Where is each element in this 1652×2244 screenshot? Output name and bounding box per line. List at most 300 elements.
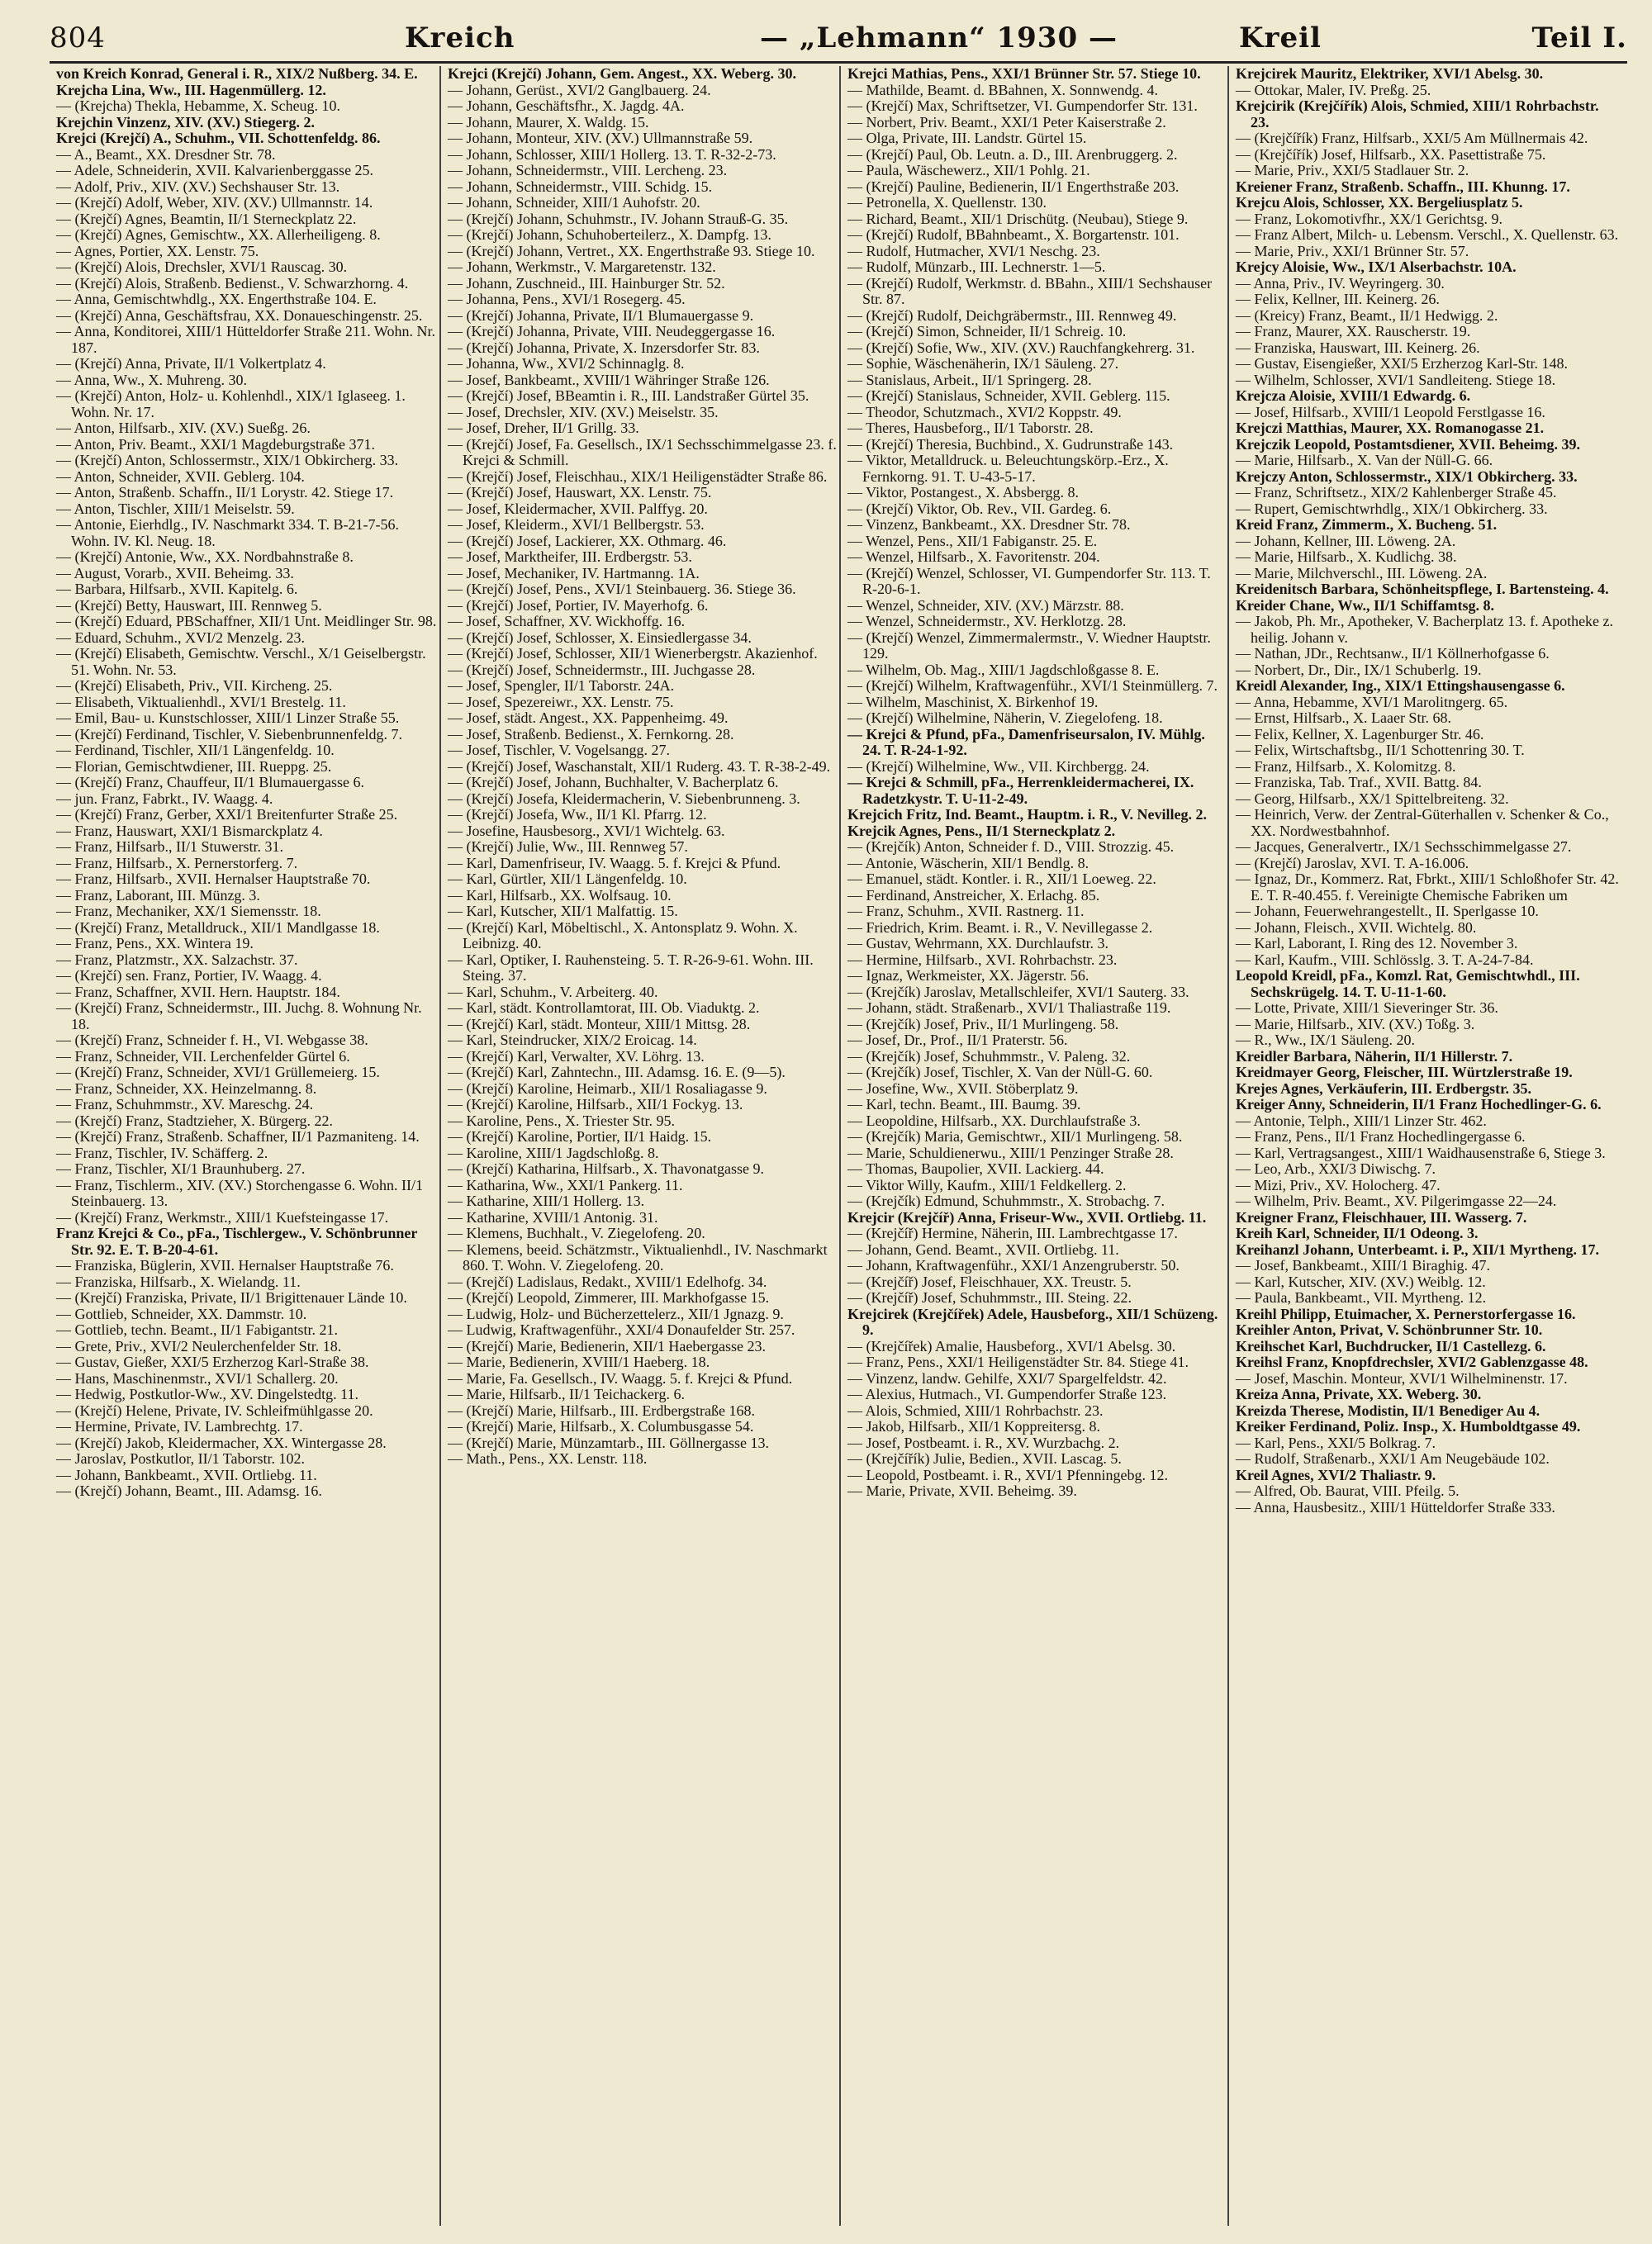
directory-entry: — Karl, städt. Kontrollamtorat, III. Ob. Viaduktg. 2. bbox=[448, 999, 760, 1016]
directory-entry: — Paula, Wäschewerz., XII/1 Pohlg. 21. bbox=[847, 162, 1090, 178]
directory-entry: Krejchin Vinzenz, XIV. (XV.) Stiegerg. 2. bbox=[56, 113, 315, 130]
directory-entry: — (Krejčí) Anna, Geschäftsfrau, XX. Donaueschingenstr. 25. bbox=[56, 306, 423, 324]
directory-entry: — Franz, Laborant, III. Münzg. 3. bbox=[56, 886, 260, 904]
directory-entry: — (Krejčí) Marie, Hilfsarb., III. Erdbergstraße 168. bbox=[448, 1402, 756, 1419]
directory-entry: — Paula, Bankbeamt., VII. Myrtheng. 12. bbox=[1236, 1289, 1487, 1306]
directory-entry: Franz Krejci & Co., pFa., Tischlergew., V. Schönbrunner Str. 92. E. T. B-20-4-61. bbox=[56, 1225, 418, 1258]
directory-entry: — Franz, Tischler, IV. Schäfferg. 2. bbox=[56, 1144, 268, 1161]
directory-entry: — (Krejčí) Franz, Werkmstr., XIII/1 Kuefsteingasse 17. bbox=[56, 1208, 389, 1226]
directory-entry: — Johann, Schneidermstr., VIII. Lercheng. 23. bbox=[448, 162, 728, 178]
directory-entry: — Karl, Steindrucker, XIX/2 Eroicag. 14. bbox=[448, 1032, 697, 1048]
directory-entry: Kreidenitsch Barbara, Schönheitspflege, I. Bartensteing. 4. bbox=[1236, 581, 1609, 597]
directory-entry: — (Krejčí) Alois, Drechsler, XVI/1 Rauscag. 30. bbox=[56, 259, 348, 275]
directory-entry: — Heinrich, Verw. der Zentral-Güterhallen v. Schenker & Co., XX. Nordwestbahnhof. bbox=[1236, 806, 1609, 839]
directory-entry: Krejcich Fritz, Ind. Beamt., Hauptm. i. R., V. Nevilleg. 2. bbox=[847, 806, 1207, 823]
directory-entry: — Rudolf, Münzarb., III. Lechnerstr. 1—5. bbox=[847, 259, 1106, 275]
directory-entry: — Josef, Straßenb. Bedienst., X. Fernkorng. 28. bbox=[448, 725, 734, 742]
directory-entry: — Krejci & Pfund, pFa., Damenfriseursalon, IV. Mühlg. 24. T. R-24-1-92. bbox=[847, 725, 1205, 758]
directory-entry: — Johann, Maurer, X. Waldg. 15. bbox=[448, 113, 649, 130]
directory-entry: — Marie, Hilfsarb., X. Van der Nüll-G. 66. bbox=[1236, 452, 1493, 468]
directory-entry: — (Krejčí) Rudolf, Werkmstr. d. BBahn., XIII/1 Sechshauser Str. 87. bbox=[847, 274, 1213, 307]
directory-entry: — (Krejčí) Johann, Beamt., III. Adamsg. 16. bbox=[56, 1483, 322, 1499]
directory-entry: — Agnes, Portier, XX. Lenstr. 75. bbox=[56, 242, 259, 259]
directory-entry: Kreihsl Franz, Knopfdrechsler, XVI/2 Gablenzgasse 48. bbox=[1236, 1354, 1588, 1370]
directory-entry: — Marie, Hilfsarb., X. Kudlichg. 38. bbox=[1236, 548, 1457, 565]
directory-entry: — Barbara, Hilfsarb., XVII. Kapitelg. 6. bbox=[56, 581, 298, 597]
directory-entry: — Florian, Gemischtwdiener, III. Rueppg. 25. bbox=[56, 757, 332, 775]
directory-entry: Kreidler Barbara, Näherin, II/1 Hillerstr. 7. bbox=[1236, 1047, 1513, 1065]
directory-entry: — (Krejčí) Antonie, Ww., XX. Nordbahnstraße 8. bbox=[56, 548, 354, 565]
directory-entry: — (Krejčí) Franz, Schneidermstr., III. Juchg. 8. Wohnung Nr. 18. bbox=[56, 999, 422, 1032]
directory-entry: — (Krejčík) Jaroslav, Metallschleifer, XVI/1 Sauterg. 33. bbox=[847, 983, 1189, 1000]
directory-entry: — (Krejčí) Stanislaus, Schneider, XVII. Geblerg. 115. bbox=[847, 387, 1170, 404]
directory-entry: — Lotte, Private, XIII/1 Sieveringer Str. 36. bbox=[1236, 999, 1498, 1016]
directory-entry: — Katharine, XVIII/1 Antonig. 31. bbox=[448, 1208, 658, 1226]
directory-entry: Kreidmayer Georg, Fleischer, III. Würtzlerstraße 19. bbox=[1236, 1064, 1573, 1080]
directory-entry: — Leo, Arb., XXI/3 Diwischg. 7. bbox=[1236, 1160, 1436, 1177]
directory-entry: — Franziska, Tab. Traf., XVII. Battg. 84. bbox=[1236, 774, 1482, 790]
directory-entry: Kreizda Therese, Modistin, II/1 Benediger Au 4. bbox=[1236, 1402, 1540, 1419]
directory-entry: — (Krejčí) Josef, Pens., XVI/1 Steinbauerg. 36. Stiege 36. bbox=[448, 581, 796, 597]
directory-entry: Kreiener Franz, Straßenb. Schaffn., III. Khunng. 17. bbox=[1236, 178, 1570, 195]
directory-entry: — (Krejčí) Johann, Vertret., XX. Engerthstraße 93. Stiege 10. bbox=[448, 242, 815, 259]
directory-entry: — Antonie, Wäscherin, XII/1 Bendlg. 8. bbox=[847, 854, 1089, 871]
directory-entry: — (Krejčí) Karoline, Hilfsarb., XII/1 Fockyg. 13. bbox=[448, 1096, 743, 1113]
directory-entry: — Josef, Bankbeamt., XVIII/1 Währinger Straße 126. bbox=[448, 371, 770, 388]
directory-entry: Krejcha Lina, Ww., III. Hagenmüllerg. 12. bbox=[56, 81, 326, 98]
directory-entry: — (Krejčík) Maria, Gemischtwr., XII/1 Murlingeng. 58. bbox=[847, 1128, 1183, 1145]
directory-entry: — (Krejčí) Franz, Schneider, XVI/1 Grüllemeierg. 15. bbox=[56, 1064, 380, 1080]
directory-entry: Krejcik Agnes, Pens., II/1 Sterneckplatz 2. bbox=[847, 822, 1116, 839]
directory-entry: — Viktor, Metalldruck. u. Beleuchtungskörp.-Erz., X. Fernkorng. 91. T. U-43-5-17. bbox=[847, 452, 1169, 485]
directory-entry: — Josef, Mechaniker, IV. Hartmanng. 1A. bbox=[448, 564, 700, 581]
directory-entry: — (Krejčí) Simon, Schneider, II/1 Schreig. 10. bbox=[847, 323, 1127, 339]
directory-entry: Kreigner Franz, Fleischhauer, III. Wasserg. 7. bbox=[1236, 1208, 1527, 1226]
directory-entry: — Karl, Schuhm., V. Arbeiterg. 40. bbox=[448, 983, 658, 1000]
directory-entry: — Wenzel, Pens., XII/1 Fabiganstr. 25. E. bbox=[847, 532, 1098, 549]
directory-entry: — A., Beamt., XX. Dresdner Str. 78. bbox=[56, 145, 276, 163]
directory-entry: — (Krejčí) Wenzel, Schlosser, VI. Gumpendorfer Str. 113. T. R-20-6-1. bbox=[847, 564, 1211, 597]
directory-entry: — (Krejčí) Franz, Straßenb. Schaffner, II/1 Pazmaniteng. 14. bbox=[56, 1128, 420, 1145]
directory-entry: — Felix, Kellner, III. Keinerg. 26. bbox=[1236, 291, 1440, 307]
directory-entry: — (Krejčí) Helene, Private, IV. Schleifmühlgasse 20. bbox=[56, 1402, 373, 1419]
directory-entry: — (Krejčí) Wenzel, Zimmermalermstr., V. Wiedner Hauptstr. 129. bbox=[847, 629, 1211, 662]
directory-entry: — Josef, Schaffner, XV. Wickhoffg. 16. bbox=[448, 613, 686, 629]
directory-entry: — (Krejčí) Karoline, Heimarb., XII/1 Rosaliagasse 9. bbox=[448, 1079, 767, 1097]
directory-entry: — (Krejčí) Josef, Johann, Buchhalter, V. Bacherplatz 6. bbox=[448, 774, 779, 790]
directory-entry: — (Krejčí) Johann, Schuhmstr., IV. Johann Strauß-G. 35. bbox=[448, 210, 789, 227]
directory-entry: Kreih Karl, Schneider, II/1 Odeong. 3. bbox=[1236, 1225, 1479, 1241]
directory-entry: Kreihschet Karl, Buchdrucker, II/1 Castellezg. 6. bbox=[1236, 1337, 1546, 1354]
directory-entry: — Ernst, Hilfsarb., X. Laaer Str. 68. bbox=[1236, 709, 1451, 726]
directory-entry: — (Krejčí) Paul, Ob. Leutn. a. D., III. Arenbruggerg. 2. bbox=[847, 145, 1178, 163]
directory-entry: — Franz, Schuhmmstr., XV. Mareschg. 24. bbox=[56, 1096, 314, 1113]
directory-entry: — Anton, Schneider, XVII. Geblerg. 104. bbox=[56, 467, 305, 485]
directory-entry: — (Krejčí) Rudolf, BBahnbeamt., X. Borgartenstr. 101. bbox=[847, 226, 1180, 243]
directory-entry: Krejcza Aloisie, XVIII/1 Edwardg. 6. bbox=[1236, 387, 1471, 404]
directory-entry: — Gustav, Eisengießer, XXI/5 Erzherzog Karl-Str. 148. bbox=[1236, 355, 1569, 372]
directory-entry: — Marie, Priv., XXI/1 Brünner Str. 57. bbox=[1236, 242, 1469, 259]
directory-entry: — (Krejčí) Rudolf, Deichgräbermstr., III. Rennweg 49. bbox=[847, 306, 1177, 324]
directory-entry: — Josef, Tischler, V. Vogelsangg. 27. bbox=[448, 742, 670, 758]
directory-entry: — (Krejčí) Josef, Portier, IV. Mayerhofg. 6. bbox=[448, 596, 709, 614]
directory-entry: — Johann, Werkmstr., V. Margaretenstr. 132. bbox=[448, 259, 716, 275]
directory-entry: — Johann, Geschäftsfhr., X. Jagdg. 4A. bbox=[448, 97, 685, 114]
directory-entry: — Wilhelm, Maschinist, X. Birkenhof 19. bbox=[847, 693, 1099, 710]
directory-entry: — Johann, Monteur, XIV. (XV.) Ullmannstraße 59. bbox=[448, 130, 753, 146]
directory-entry: Leopold Kreidl, pFa., Komzl. Rat, Gemischtwhdl., III. Sechskrügelg. 14. T. U-11-1-60. bbox=[1236, 967, 1580, 1000]
directory-entry: Kreiger Anny, Schneiderin, II/1 Franz Hochedlinger-G. 6. bbox=[1236, 1096, 1602, 1113]
directory-entry: Krejcir (Krejčíř) Anna, Friseur-Ww., XVII. Ortliebg. 11. bbox=[847, 1208, 1207, 1226]
directory-entry: — (Krejčíř) Josef, Schuhmmstr., III. Steing. 22. bbox=[847, 1289, 1132, 1306]
directory-entry: — (Krejčí) Adolf, Weber, XIV. (XV.) Ullmannstr. 14. bbox=[56, 194, 373, 211]
directory-entry: — Vinzenz, Bankbeamt., XX. Dresdner Str. 78. bbox=[847, 516, 1131, 533]
directory-entry: — Nathan, JDr., Rechtsanw., II/1 Köllnerhofgasse 6. bbox=[1236, 645, 1550, 662]
directory-entry: — Johann, Feuerwehrangestellt., II. Sperlgasse 10. bbox=[1236, 903, 1539, 919]
directory-entry: — Karoline, Pens., X. Triester Str. 95. bbox=[448, 1112, 676, 1129]
directory-entry: — (Krejčí) Jaroslav, XVI. T. A-16.006. bbox=[1236, 854, 1469, 871]
directory-entry: — (Krejčí) Max, Schriftsetzer, VI. Gumpendorfer Str. 131. bbox=[847, 97, 1198, 114]
directory-entry: — (Krejčík) Edmund, Schuhmmstr., X. Strobachg. 7. bbox=[847, 1193, 1165, 1209]
directory-entry: — (Krejčí) Ferdinand, Tischler, V. Siebenbrunnenfeldg. 7. bbox=[56, 725, 403, 742]
directory-entry: — Ludwig, Kraftwagenführ., XXI/4 Donaufelder Str. 257. bbox=[448, 1321, 795, 1338]
directory-entry: — Wenzel, Schneidermstr., XV. Herklotzg. 28. bbox=[847, 613, 1127, 629]
directory-entry: — Anna, Gemischtwhdlg., XX. Engerthstraße 104. E. bbox=[56, 291, 377, 307]
directory-entry: — Ottokar, Maler, IV. Preßg. 25. bbox=[1236, 81, 1431, 98]
directory-entry: Kreiker Ferdinand, Poliz. Insp., X. Humboldtgasse 49. bbox=[1236, 1418, 1581, 1435]
directory-entry: — (Krejčí) Wilhelmine, Ww., VII. Kirchbergg. 24. bbox=[847, 757, 1150, 775]
directory-entry: Krejci Mathias, Pens., XXI/1 Brünner Str. 57. Stiege 10. bbox=[847, 66, 1201, 82]
directory-entry: — Franz, Schneider, XX. Heinzelmanng. 8. bbox=[56, 1079, 317, 1097]
directory-entry: Kreihl Philipp, Etuimacher, X. Pernerstorfergasse 16. bbox=[1236, 1305, 1576, 1322]
directory-entry: — Leopoldine, Hilfsarb., XX. Durchlaufstraße 3. bbox=[847, 1112, 1141, 1129]
directory-entry: — Felix, Wirtschaftsbg., II/1 Schottenring 30. T. bbox=[1236, 742, 1525, 758]
directory-entry: — August, Vorarb., XVII. Beheimg. 33. bbox=[56, 564, 294, 581]
directory-entry: — Georg, Hilfsarb., XX/1 Spittelbreiteng. 32. bbox=[1236, 790, 1509, 807]
directory-entry: — Franz, Hauswart, XXI/1 Bismarckplatz 4. bbox=[56, 822, 323, 839]
directory-entry: — Karl, Laborant, I. Ring des 12. November 3. bbox=[1236, 935, 1518, 951]
directory-entry: — Franz, Hilfsarb., XVII. Hernalser Hauptstraße 70. bbox=[56, 871, 371, 887]
directory-entry: — Anna, Hausbesitz., XIII/1 Hütteldorfer Straße 333. bbox=[1236, 1498, 1555, 1516]
directory-entry: — Johann, Bankbeamt., XVII. Ortliebg. 11. bbox=[56, 1466, 317, 1483]
directory-entry: — Franz, Hilfsarb., II/1 Stuwerstr. 31. bbox=[56, 838, 283, 855]
directory-entry: — Adele, Schneiderin, XVII. Kalvarienberggasse 25. bbox=[56, 162, 374, 178]
directory-entry: — (Krejčík) Josef, Tischler, X. Van der Nüll-G. 60. bbox=[847, 1064, 1153, 1080]
directory-entry: — Anna, Hebamme, XVI/1 Marolitngerg. 65. bbox=[1236, 693, 1508, 710]
directory-entry: — Felix, Kellner, X. Lagenburger Str. 46. bbox=[1236, 725, 1484, 742]
directory-entry: — (Krejčířík) Josef, Hilfsarb., XX. Pasettistraße 75. bbox=[1236, 145, 1546, 163]
directory-entry: — (Krejčí) Johann, Schuhoberteilerz., X. Dampfg. 13. bbox=[448, 226, 771, 243]
directory-entry: — Ignaz, Werkmeister, XX. Jägerstr. 56. bbox=[847, 967, 1089, 984]
directory-entry: — (Krejčí) Karl, städt. Monteur, XIII/1 Mittsg. 28. bbox=[448, 1015, 751, 1032]
directory-entry: — Karl, Vertragsangest., XIII/1 Waidhausenstraße 6, Stiege 3. bbox=[1236, 1144, 1606, 1161]
directory-entry: — (Krejčí) Anton, Holz- u. Kohlenhdl., XIX/1 Iglaseeg. 1. Wohn. Nr. 17. bbox=[56, 387, 406, 420]
directory-entry: — Johann, Schlosser, XIII/1 Hollerg. 13. T. R-32-2-73. bbox=[448, 145, 776, 163]
directory-entry: — Karl, Hilfsarb., XX. Wolfsaug. 10. bbox=[448, 886, 672, 904]
directory-entry: — Johann, Gend. Beamt., XVII. Ortliebg. 11. bbox=[847, 1241, 1119, 1258]
directory-entry: — (Krejcha) Thekla, Hebamme, X. Scheug. 10. bbox=[56, 97, 341, 114]
directory-entry: — Johann, Kraftwagenführ., XXI/1 Anzengruberstr. 50. bbox=[847, 1257, 1180, 1274]
directory-entry: — Hermine, Hilfsarb., XVI. Rohrbachstr. 23. bbox=[847, 951, 1118, 968]
directory-entry: — (Krejčí) Josef, Schlosser, XII/1 Wienerbergstr. Akazienhof. bbox=[448, 645, 818, 662]
part-label: Teil I. bbox=[1531, 21, 1627, 55]
directory-entry: — Franz, Lokomotivfhr., XX/1 Gerichtsg. 9. bbox=[1236, 210, 1502, 227]
directory-entry: — Karl, Gürtler, XII/1 Längenfeldg. 10. bbox=[448, 871, 687, 887]
directory-entry: — Rupert, Gemischtwrhdlg., XIX/1 Obkircherg. 33. bbox=[1236, 500, 1548, 517]
directory-entry: — (Krejčí) Anna, Private, II/1 Volkertplatz 4. bbox=[56, 355, 326, 372]
directory-entry: — (Krejčíř) Hermine, Näherin, III. Lambrechtgasse 17. bbox=[847, 1225, 1178, 1241]
directory-entry: — (Krejčí) Johanna, Private, VIII. Neudeggergasse 16. bbox=[448, 323, 776, 339]
directory-entry: — Anton, Straßenb. Schaffn., II/1 Lorystr. 42. Stiege 17. bbox=[56, 484, 394, 501]
directory-entry: — (Krejčí) Franz, Gerber, XXI/1 Breitenfurter Straße 25. bbox=[56, 806, 398, 823]
directory-entry: Krejcu Alois, Schlosser, XX. Bergeliusplatz 5. bbox=[1236, 194, 1523, 211]
directory-entry: — (Krejčí) Josef, Fleischhau., XIX/1 Heiligenstädter Straße 86. bbox=[448, 467, 828, 485]
directory-entry: — Franziska, Hilfsarb., X. Wielandg. 11. bbox=[56, 1273, 301, 1290]
directory-entry: — (Krejčí) Alois, Straßenb. Bedienst., V. Schwarzhorng. 4. bbox=[56, 274, 409, 292]
right-running-head: Kreil bbox=[1239, 21, 1322, 55]
directory-entry: — (Krejčířík) Julie, Bedien., XVII. Lascag. 5. bbox=[847, 1450, 1122, 1467]
directory-entry: — Gottlieb, Schneider, XX. Dammstr. 10. bbox=[56, 1305, 307, 1322]
directory-entry: — Franz, Hilfsarb., X. Pernerstorferg. 7. bbox=[56, 854, 298, 871]
directory-entry: — Wilhelm, Priv. Beamt., XV. Pilgerimgasse 22—24. bbox=[1236, 1193, 1557, 1209]
directory-entry: — Norbert, Priv. Beamt., XXI/1 Peter Kaiserstraße 2. bbox=[847, 113, 1166, 130]
directory-entry: Krejcirek Mauritz, Elektriker, XVI/1 Abelsg. 30. bbox=[1236, 66, 1544, 82]
directory-entry: — (Krejčí) Elisabeth, Gemischtw. Verschl., X/1 Geiselbergstr. 51. Wohn. Nr. 53. bbox=[56, 645, 426, 678]
directory-entry: — Stanislaus, Arbeit., II/1 Springerg. 28. bbox=[847, 371, 1092, 388]
directory-entry: — Franz, Platzmstr., XX. Salzachstr. 37. bbox=[56, 951, 298, 968]
directory-entry: — Grete, Priv., XVI/2 Neulerchenfelder Str. 18. bbox=[56, 1337, 342, 1354]
directory-entry: — (Krejčík) Josef, Priv., II/1 Murlingeng. 58. bbox=[847, 1015, 1119, 1032]
directory-entry: — (Krejčí) Johanna, Private, II/1 Blumauergasse 9. bbox=[448, 306, 754, 324]
directory-entry: — Franz, Hilfsarb., X. Kolomitzg. 8. bbox=[1236, 757, 1456, 775]
directory-entry: — (Krejčí) Karl, Zahntechn., III. Adamsg. 16. E. (9—5). bbox=[448, 1064, 786, 1080]
directory-entry: — Vinzenz, landw. Gehilfe, XXI/7 Spargelfeldstr. 42. bbox=[847, 1369, 1167, 1387]
directory-entry: — Rudolf, Hutmacher, XVI/1 Neschg. 23. bbox=[847, 242, 1100, 259]
directory-entry: — Alexius, Hutmach., VI. Gumpendorfer Straße 123. bbox=[847, 1386, 1167, 1402]
directory-entry: — Gustav, Wehrmann, XX. Durchlaufstr. 3. bbox=[847, 935, 1108, 951]
directory-entry: Kreil Agnes, XVI/2 Thaliastr. 9. bbox=[1236, 1466, 1436, 1483]
directory-entry: — Franz, Pens., XXI/1 Heiligenstädter Str. 84. Stiege 41. bbox=[847, 1354, 1189, 1370]
directory-entry: — Josefine, Ww., XVII. Stöberplatz 9. bbox=[847, 1079, 1079, 1097]
directory-entry: Kreiza Anna, Private, XX. Weberg. 30. bbox=[1236, 1386, 1482, 1402]
left-running-head: Kreich bbox=[405, 21, 515, 55]
directory-entry: — Franz, Schneider, VII. Lerchenfelder Gürtel 6. bbox=[56, 1047, 350, 1065]
directory-entry: — Marie, Private, XVII. Beheimg. 39. bbox=[847, 1483, 1077, 1499]
directory-entry: — Marie, Schuldienerwu., XIII/1 Penzinger Straße 28. bbox=[847, 1144, 1174, 1161]
directory-entry: — Olga, Private, III. Landstr. Gürtel 15. bbox=[847, 130, 1087, 146]
directory-entry: Krejczi Matthias, Maurer, XX. Romanogasse 21. bbox=[1236, 420, 1545, 436]
directory-entry: — Karl, Kutscher, XII/1 Malfattig. 15. bbox=[448, 903, 678, 919]
directory-entry: — (Krejčí) Elisabeth, Priv., VII. Kircheng. 25. bbox=[56, 677, 333, 694]
directory-entry: — Leopold, Postbeamt. i. R., XVI/1 Pfenningebg. 12. bbox=[847, 1466, 1168, 1483]
directory-entry: — Jakob, Ph. Mr., Apotheker, V. Bacherplatz 13. f. Apotheke z. heilig. Johann v. bbox=[1236, 613, 1614, 646]
directory-entry: — (Krejčí) Marie, Bedienerin, XII/1 Haebergasse 23. bbox=[448, 1337, 767, 1354]
directory-entry: — Karl, Damenfriseur, IV. Waagg. 5. f. Krejci & Pfund. bbox=[448, 854, 781, 871]
directory-entry: — Thomas, Baupolier, XVII. Lackierg. 44. bbox=[847, 1160, 1104, 1177]
directory-entry: — (Krejčí) Wilhelmine, Näherin, V. Ziegelofeng. 18. bbox=[847, 709, 1163, 726]
directory-entry: — Johann, Fleisch., XVII. Wichtelg. 80. bbox=[1236, 918, 1477, 936]
directory-entry: — Mathilde, Beamt. d. BBahnen, X. Sonnwendg. 4. bbox=[847, 81, 1158, 98]
directory-entry: — (Krejčí) Karl, Verwalter, XV. Löhrg. 13. bbox=[448, 1047, 705, 1065]
directory-entry: — Karoline, XIII/1 Jagdschloßg. 8. bbox=[448, 1144, 659, 1161]
directory-entry: — Franziska, Büglerin, XVII. Hernalser Hauptstraße 76. bbox=[56, 1257, 394, 1274]
directory-entry: — Wilhelm, Ob. Mag., XIII/1 Jagdschloßgasse 8. E. bbox=[847, 661, 1160, 678]
directory-entry: — Wilhelm, Schlosser, XVI/1 Sandleiteng. Stiege 18. bbox=[1236, 371, 1556, 388]
directory-entry: — Franz, Pens., II/1 Franz Hochedlingergasse 6. bbox=[1236, 1128, 1526, 1145]
directory-entry: — Sophie, Wäschenäherin, IX/1 Säuleng. 27. bbox=[847, 355, 1119, 372]
directory-entry: — Franz, Schuhm., XVII. Rastnerg. 11. bbox=[847, 903, 1085, 919]
directory-entry: — Viktor, Postangest., X. Absbergg. 8. bbox=[847, 484, 1080, 501]
directory-entry: — Franz, Pens., XX. Wintera 19. bbox=[56, 935, 254, 951]
directory-entry: Kreidl Alexander, Ing., XIX/1 Ettingshausengasse 6. bbox=[1236, 677, 1565, 694]
directory-entry: — (Krejčí) Marie, Münzamtarb., III. Göllnergasse 13. bbox=[448, 1434, 770, 1451]
directory-entry: Krejcy Aloisie, Ww., IX/1 Alserbachstr. 10A. bbox=[1236, 259, 1517, 275]
directory-entry: — Elisabeth, Viktualienhdl., XVI/1 Brestelg. 11. bbox=[56, 693, 346, 710]
directory-entry: von Kreich Konrad, General i. R., XIX/2 Nußberg. 34. E. bbox=[56, 66, 418, 82]
directory-entry: — Karl, Kaufm., VIII. Schlösslg. 3. T. A-24-7-84. bbox=[1236, 951, 1534, 968]
directory-entry: — (Krejčí) Franz, Stadtzieher, X. Bürgerg. 22. bbox=[56, 1112, 334, 1129]
directory-entry: — (Krejčí) Agnes, Beamtin, II/1 Sterneckplatz 22. bbox=[56, 210, 357, 227]
column-2 bbox=[439, 66, 838, 2226]
directory-entry: — Math., Pens., XX. Lenstr. 118. bbox=[448, 1450, 648, 1467]
directory-entry: — (Krejčí) Marie, Hilfsarb., X. Columbusgasse 54. bbox=[448, 1418, 754, 1435]
directory-entry: — Theodor, Schutzmach., XVI/2 Koppstr. 49. bbox=[847, 403, 1122, 420]
directory-entry: — (Krejčí) Agnes, Gemischtw., XX. Allerheiligeng. 8. bbox=[56, 226, 381, 243]
directory-entry: — Johann, Zuschneid., III. Hainburger Str. 52. bbox=[448, 274, 725, 292]
directory-entry: — (Krejčí) Viktor, Ob. Rev., VII. Gardeg. 6. bbox=[847, 500, 1112, 517]
directory-entry: — Marie, Priv., XXI/5 Stadlauer Str. 2. bbox=[1236, 162, 1469, 178]
directory-entry: — Klemens, Buchhalt., V. Ziegelofeng. 20. bbox=[448, 1225, 705, 1241]
directory-entry: — (Krejčí) Theresia, Buchbind., X. Gudrunstraße 143. bbox=[847, 435, 1174, 453]
directory-entry: — Theres, Hausbeforg., II/1 Taborstr. 28. bbox=[847, 420, 1094, 436]
directory-entry: — Josef, städt. Angest., XX. Pappenheimg. 49. bbox=[448, 709, 729, 726]
directory-entry: — Johanna, Pens., XVI/1 Rosegerg. 45. bbox=[448, 291, 686, 307]
directory-entry: — Josef, Spengler, II/1 Taborstr. 24A. bbox=[448, 677, 675, 694]
directory-entry: — (Krejčí) Jakob, Kleidermacher, XX. Wintergasse 28. bbox=[56, 1434, 387, 1451]
directory-entry: — Franziska, Hauswart, III. Keinerg. 26. bbox=[1236, 339, 1480, 356]
directory-entry: — Wenzel, Schneider, XIV. (XV.) Märzstr. 88. bbox=[847, 596, 1124, 614]
directory-entry: — Johann, städt. Straßenarb., XVI/1 Thaliastraße 119. bbox=[847, 999, 1171, 1016]
directory-entry: — Josef, Dr., Prof., II/1 Praterstr. 56. bbox=[847, 1032, 1068, 1048]
directory-entry: Kreid Franz, Zimmerm., X. Bucheng. 51. bbox=[1236, 516, 1498, 533]
directory-entry: — Anna, Ww., X. Muhreng. 30. bbox=[56, 371, 247, 388]
directory-entry: — Eduard, Schuhm., XVI/2 Menzelg. 23. bbox=[56, 629, 305, 646]
directory-entry: Krejci (Krejčí) A., Schuhm., VII. Schottenfeldg. 86. bbox=[56, 130, 381, 146]
directory-entry: — Anna, Konditorei, XIII/1 Hütteldorfer Straße 211. Wohn. Nr. 187. bbox=[56, 323, 435, 356]
directory-entry: — Alois, Schmied, XIII/1 Rohrbachstr. 23. bbox=[847, 1402, 1104, 1419]
directory-entry: — Josef, Kleiderm., XVI/1 Bellbergstr. 53. bbox=[448, 516, 705, 533]
directory-entry: — Antonie, Eierhdlg., IV. Naschmarkt 334. T. B-21-7-56. Wohn. IV. Kl. Neug. 18. bbox=[56, 516, 399, 549]
directory-entry: — (Krejčí) Eduard, PBSchaffner, XII/1 Unt. Meidlinger Str. 98. bbox=[56, 613, 437, 629]
directory-entry: — Johann, Kellner, III. Löweng. 2A. bbox=[1236, 532, 1456, 549]
directory-entry: — (Krejčík) Anton, Schneider f. D., VIII. Strozzig. 45. bbox=[847, 838, 1175, 855]
directory-entry: — Klemens, beeid. Schätzmstr., Viktualienhdl., IV. Naschmarkt 860. T. Wohn. V. Ziegelofeng. 20. bbox=[448, 1241, 828, 1274]
directory-entry: — (Krejčí) Josef, Lackierer, XX. Othmarg. 46. bbox=[448, 532, 727, 549]
directory-entry: Krejczik Leopold, Postamtsdiener, XVII. Beheimg. 39. bbox=[1236, 435, 1580, 453]
directory-entry: — Ferdinand, Tischler, XII/1 Längenfeldg. 10. bbox=[56, 742, 335, 758]
directory-entry: — Josef, Dreher, II/1 Grillg. 33. bbox=[448, 420, 639, 436]
directory-entry: — Franz, Schriftsetz., XIX/2 Kahlenberger Straße 45. bbox=[1236, 484, 1557, 501]
directory-entry: — Richard, Beamt., XII/1 Drischütg. (Neubau), Stiege 9. bbox=[847, 210, 1189, 227]
directory-entry: — Ludwig, Holz- und Bücherzettelerz., XII/1 Jgnazg. 9. bbox=[448, 1305, 784, 1322]
directory-entry: — Franz, Tischler, XI/1 Braunhuberg. 27. bbox=[56, 1160, 306, 1177]
directory-entry: — Viktor Willy, Kaufm., XIII/1 Feldkellerg. 2. bbox=[847, 1176, 1127, 1193]
directory-entry: — Hermine, Private, IV. Lambrechtg. 17. bbox=[56, 1418, 303, 1435]
directory-entry: — (Krejčí) Wilhelm, Kraftwagenführ., XVI/1 Steinmüllerg. 7. bbox=[847, 677, 1218, 694]
directory-entry: — Emil, Bau- u. Kunstschlosser, XIII/1 Linzer Straße 55. bbox=[56, 709, 400, 726]
directory-entry: — Jacques, Generalvertr., IX/1 Sechsschimmelgasse 27. bbox=[1236, 838, 1572, 855]
directory-entry: — Johann, Schneider, XIII/1 Auhofstr. 20. bbox=[448, 194, 700, 211]
directory-entry: — (Kreicy) Franz, Beamt., II/1 Hedwigg. 2. bbox=[1236, 306, 1498, 324]
directory-entry: — Marie, Bedienerin, XVIII/1 Haeberg. 18. bbox=[448, 1354, 710, 1370]
directory-entry: — Josef, Maschin. Monteur, XVI/1 Wilhelminenstr. 17. bbox=[1236, 1369, 1568, 1387]
directory-entry: — (Krejčí) Josef, Schneidermstr., III. Juchgasse 28. bbox=[448, 661, 756, 678]
directory-entry: — (Krejčířek) Amalie, Hausbeforg., XVI/1 Abelsg. 30. bbox=[847, 1337, 1176, 1354]
page-number: 804 bbox=[50, 21, 106, 55]
directory-entry: — Gustav, Gießer, XXI/5 Erzherzog Karl-Straße 38. bbox=[56, 1354, 369, 1370]
directory-entry: — Josef, Hilfsarb., XVIII/1 Leopold Ferstlgasse 16. bbox=[1236, 403, 1545, 420]
directory-entry: — Marie, Hilfsarb., II/1 Teichackerg. 6. bbox=[448, 1386, 685, 1402]
directory-entry: — Franz, Maurer, XX. Rauscherstr. 19. bbox=[1236, 323, 1471, 339]
directory-entry: — Norbert, Dr., Dir., IX/1 Schuberlg. 19. bbox=[1236, 661, 1482, 678]
directory-entry: — (Krejčířík) Franz, Hilfsarb., XXI/5 Am Müllnermais 42. bbox=[1236, 130, 1588, 146]
directory-entry: — (Krejčí) Franz, Chauffeur, II/1 Blumauergasse 6. bbox=[56, 774, 364, 790]
directory-entry: — Josef, Postbeamt. i. R., XV. Wurzbachg. 2. bbox=[847, 1434, 1120, 1451]
directory-entry: — Franz Albert, Milch- u. Lebensm. Verschl., X. Quellenstr. 63. bbox=[1236, 226, 1619, 243]
directory-entry: Krejczy Anton, Schlossermstr., XIX/1 Obkircherg. 33. bbox=[1236, 467, 1578, 485]
directory-entry: — (Krejčí) Josef, BBeamtin i. R., III. Landstraßer Gürtel 35. bbox=[448, 387, 809, 404]
directory-entry: — Josef, Spezereiwr., XX. Lenstr. 75. bbox=[448, 693, 674, 710]
directory-entry: — (Krejčí) Pauline, Bedienerin, II/1 Engerthstraße 203. bbox=[847, 178, 1180, 195]
directory-entry: — Karl, Kutscher, XIV. (XV.) Weiblg. 12. bbox=[1236, 1273, 1486, 1290]
directory-entry: — (Krejčíř) Josef, Fleischhauer, XX. Treustr. 5. bbox=[847, 1273, 1132, 1290]
directory-entry: — Josef, Bankbeamt., XIII/1 Biraghig. 47. bbox=[1236, 1257, 1490, 1274]
directory-entry: — Marie, Fa. Gesellsch., IV. Waagg. 5. f. Krejci & Pfund. bbox=[448, 1369, 793, 1387]
directory-entry: — R., Ww., IX/1 Säuleng. 20. bbox=[1236, 1032, 1415, 1048]
directory-entry: — (Krejčí) Karoline, Portier, II/1 Haidg. 15. bbox=[448, 1128, 712, 1145]
directory-entry: — (Krejčí) Josef, Schlosser, X. Einsiedlergasse 34. bbox=[448, 629, 752, 646]
directory-entry: — Josefine, Hausbesorg., XVI/1 Wichtelg. 63. bbox=[448, 822, 725, 839]
directory-entry: — Franz, Schaffner, XVII. Hern. Hauptstr. 184. bbox=[56, 983, 340, 1000]
directory-entry: — (Krejčí) Julie, Ww., III. Rennweg 57. bbox=[448, 838, 688, 855]
directory-entry: — (Krejčí) Sofie, Ww., XIV. (XV.) Rauchfangkehrerg. 31. bbox=[847, 339, 1195, 356]
directory-entry: Kreihanzl Johann, Unterbeamt. i. P., XII/1 Myrtheng. 17. bbox=[1236, 1241, 1600, 1258]
directory-entry: — Johann, Gerüst., XVI/2 Ganglbauerg. 24. bbox=[448, 81, 711, 98]
directory-entry: — Friedrich, Krim. Beamt. i. R., V. Nevillegasse 2. bbox=[847, 918, 1153, 936]
directory-entry: — (Krejčí) Katharina, Hilfsarb., X. Thavonatgasse 9. bbox=[448, 1160, 765, 1177]
directory-entry: — Emanuel, städt. Kontler. i. R., XII/1 Loeweg. 22. bbox=[847, 871, 1156, 887]
directory-entry: Kreider Chane, Ww., II/1 Schiffamtsg. 8. bbox=[1236, 596, 1495, 614]
directory-entry: — Karl, Optiker, I. Rauhensteing. 5. T. R-26-9-61. Wohn. III. Steing. 37. bbox=[448, 951, 814, 984]
directory-entry: — (Krejčík) Josef, Schuhmmstr., V. Paleng. 32. bbox=[847, 1047, 1131, 1065]
directory-entry: — Anton, Priv. Beamt., XXI/1 Magdeburgstraße 371. bbox=[56, 435, 375, 453]
directory-entry: — Hans, Maschinenmstr., XVI/1 Schallerg. 20. bbox=[56, 1369, 339, 1387]
directory-entry: — Johann, Schneidermstr., VIII. Schidg. 15. bbox=[448, 178, 713, 195]
directory-entry: — Johanna, Ww., XVI/2 Schinnaglg. 8. bbox=[448, 355, 685, 372]
column-3 bbox=[839, 66, 1226, 2226]
directory-entry: — Marie, Milchverschl., III. Löweng. 2A. bbox=[1236, 564, 1488, 581]
directory-entry: — Wenzel, Hilfsarb., X. Favoritenstr. 204. bbox=[847, 548, 1100, 565]
directory-entry: — Marie, Hilfsarb., XIV. (XV.) Toßg. 3. bbox=[1236, 1015, 1475, 1032]
column-1 bbox=[50, 66, 438, 2226]
directory-entry: — Karl, techn. Beamt., III. Baumg. 39. bbox=[847, 1096, 1081, 1113]
directory-entry: — Gottlieb, techn. Beamt., II/1 Fabigantstr. 21. bbox=[56, 1321, 338, 1338]
directory-entry: Krejcirik (Krejčířík) Alois, Schmied, XIII/1 Rohrbachstr. 23. bbox=[1236, 97, 1599, 130]
directory-entry: — Jakob, Hilfsarb., XII/1 Koppreitersg. 8. bbox=[847, 1418, 1100, 1435]
directory-entry: — (Krejčí) Johanna, Private, X. Inzersdorfer Str. 83. bbox=[448, 339, 760, 356]
directory-entry: — Anton, Hilfsarb., XIV. (XV.) Sueßg. 26. bbox=[56, 420, 311, 436]
directory-entry: — Krejci & Schmill, pFa., Herrenkleidermacherei, IX. Radetzkystr. T. U-11-2-49. bbox=[847, 774, 1194, 807]
